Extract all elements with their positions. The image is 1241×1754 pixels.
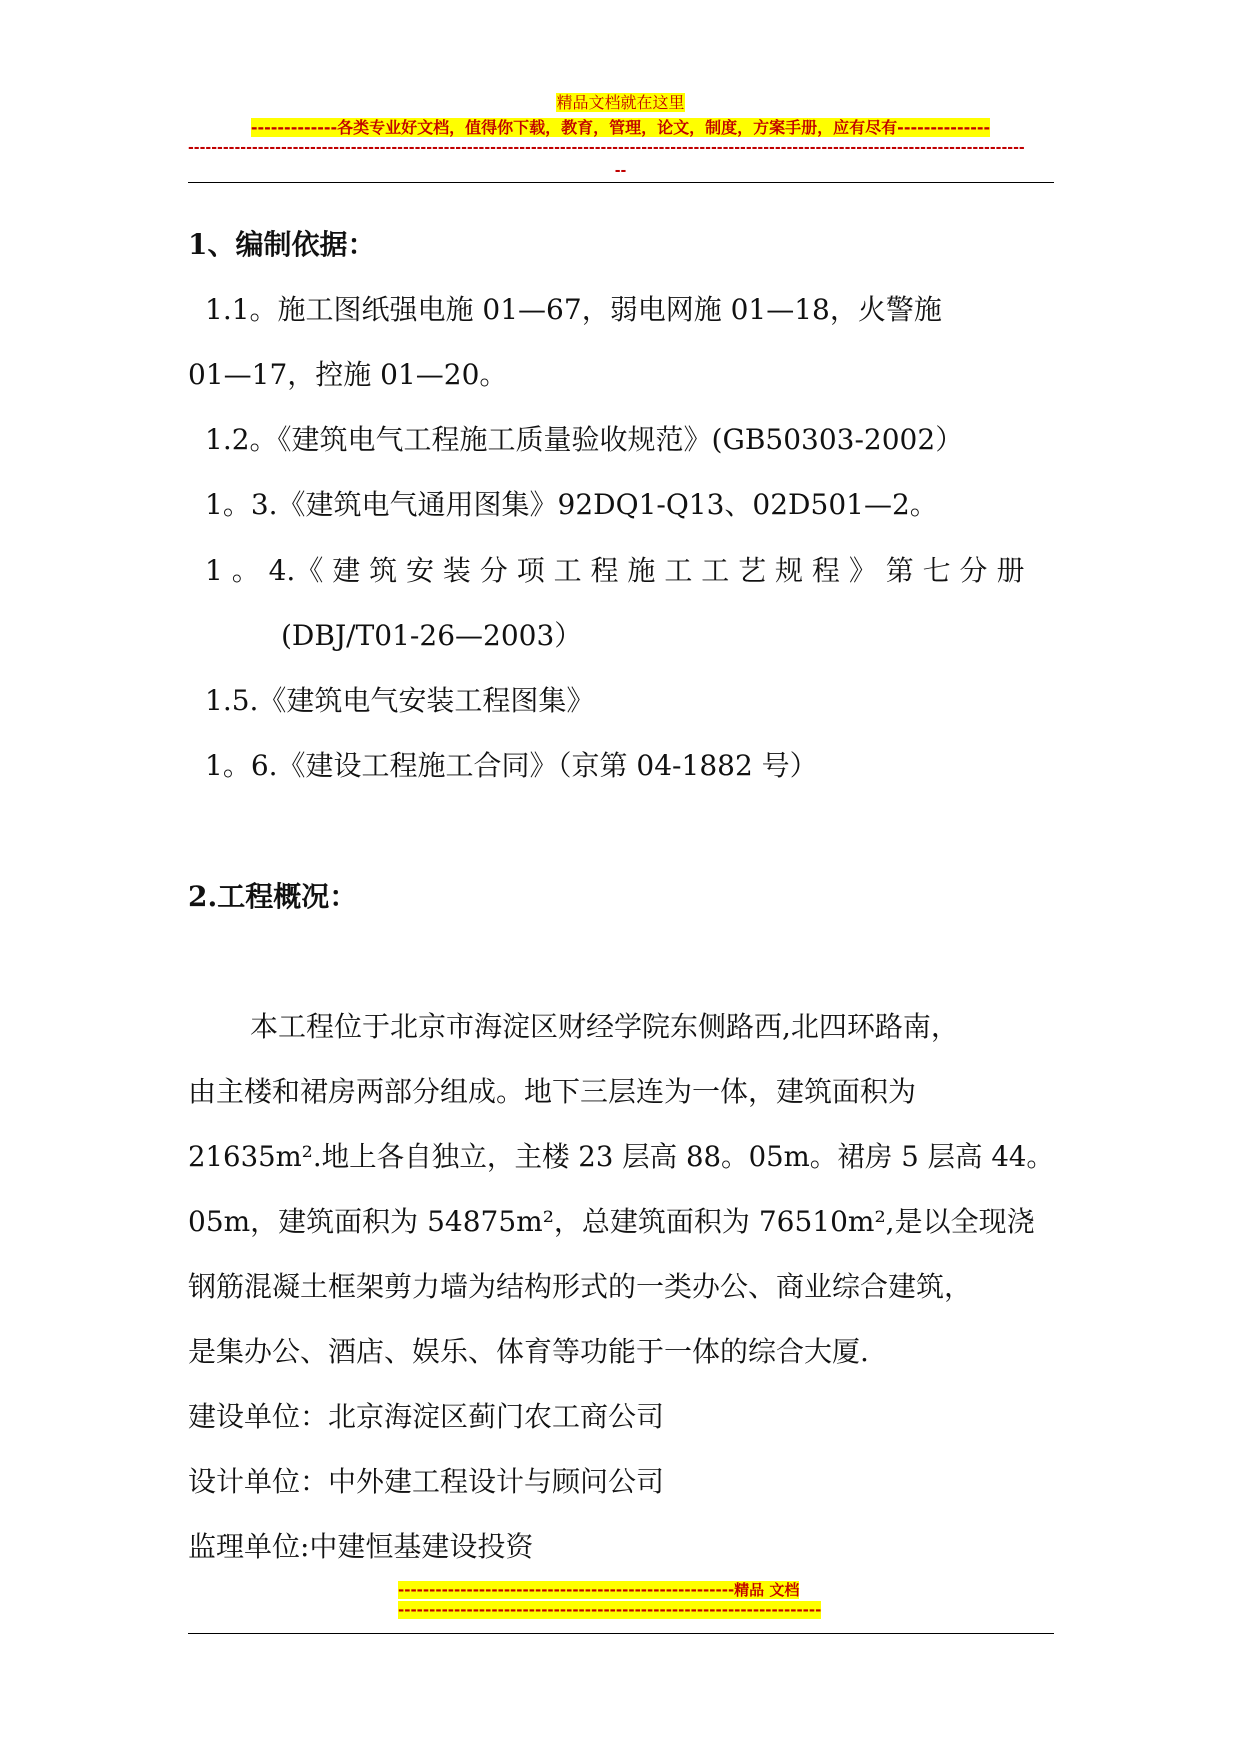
supervise-unit: 监理单位:中建恒基建设投资 [188, 1530, 534, 1563]
footer-line-2: -------------------------------------------------------------------- [398, 1601, 822, 1619]
header-slogan: -------------各类专业好文档，值得你下载，教育，管理，论文，制度，方案手册，应有尽有-------------- [250, 118, 991, 137]
header-dash-line: ------------------------------------------------------------------------------------------------------------------------------------------------ [188, 140, 1025, 156]
section1-heading: 1、编制依据： [188, 228, 376, 261]
overview-line: 21635m².地上各自独立，主楼 23 层高 88。05m。裙房 5 层高 44。 [188, 1140, 1054, 1173]
basis-item-1-1-cont: 01—17，控施 01—20。 [188, 358, 508, 391]
basis-item-1-4: 1 。 4.《 建 筑 安 装 分 项 工 程 施 工 工 艺 规 程 》 第 七 分 册 [205, 554, 1025, 587]
basis-item-1-6: 1。6.《建设工程施工合同》（京第 04-1882 号） [205, 749, 818, 782]
build-unit: 建设单位：北京海淀区蓟门农工商公司 [188, 1400, 665, 1433]
header-dash-line-2: -- [614, 163, 627, 179]
footer-line-1: ------------------------------------------------------精品 文档 [398, 1581, 800, 1599]
basis-item-1-2: 1.2。《建筑电气工程施工质量验收规范》(GB50303-2002） [205, 423, 964, 456]
overview-line: 05m，建筑面积为 54875m²，总建筑面积为 76510m²,是以全现浇 [188, 1205, 1035, 1238]
overview-line: 本工程位于北京市海淀区财经学院东侧路西,北四环路南， [250, 1010, 959, 1043]
basis-item-1-1: 1.1。施工图纸强电施 01—67，弱电网施 01—18，火警施 [205, 293, 942, 326]
header-rule [188, 182, 1054, 183]
header-title: 精品文档就在这里 [556, 93, 685, 112]
footer-rule [188, 1633, 1054, 1634]
design-unit: 设计单位：中外建工程设计与顾问公司 [188, 1465, 665, 1498]
basis-item-1-3: 1。3.《建筑电气通用图集》92DQ1-Q13、02D501—2。 [205, 488, 938, 521]
footer-banner [398, 1580, 858, 1620]
overview-line: 是集办公、酒店、娱乐、体育等功能于一体的综合大厦. [188, 1335, 869, 1368]
basis-item-1-4-cont: (DBJ/T01-26—2003） [281, 619, 583, 652]
section2-heading: 2.工程概况： [188, 880, 358, 913]
overview-line: 钢筋混凝土框架剪力墙为结构形式的一类办公、商业综合建筑， [188, 1270, 973, 1303]
overview-line: 由主楼和裙房两部分组成。地下三层连为一体，建筑面积为 [188, 1075, 917, 1108]
basis-item-1-5: 1.5.《建筑电气安装工程图集》 [205, 684, 595, 717]
